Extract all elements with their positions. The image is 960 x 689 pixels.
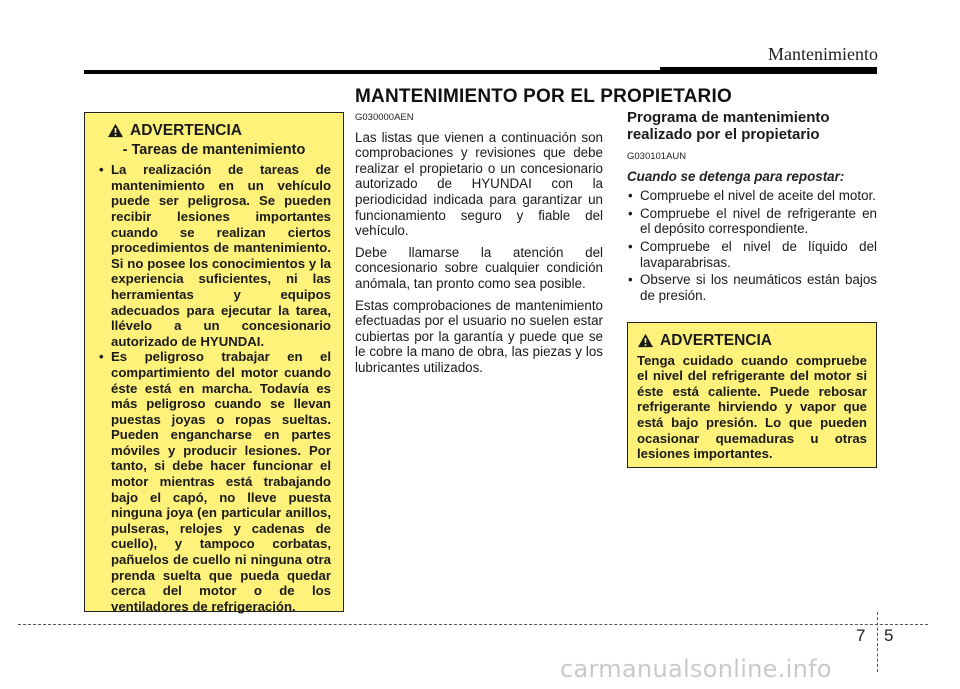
- warning-item: • La realización de tareas de mantenimiento en un vehículo puede ser peligrosa. Se pueden recibir lesiones importantes cuando se realizan ciertos procedimientos de mantenimiento. Si no posee los conocimientos y la experiencia suficientes, ni las herramientas y equipos adecuados para ejecutar la tarea, llévelo a un concesionario autorizado de HYUNDAI.: [97, 162, 331, 349]
- list-item: • Compruebe el nivel de aceite del motor.: [627, 188, 877, 204]
- subsection-heading: Programa de mantenimiento realizado por el propietario: [627, 109, 830, 143]
- italic-heading: Cuando se detenga para repostar:: [627, 168, 845, 184]
- warning-box-coolant: [627, 322, 877, 468]
- warning-header: [107, 123, 331, 139]
- warning-triangle-icon: [637, 333, 654, 348]
- header-rule-accent: [660, 67, 877, 74]
- list-item: • Compruebe el nivel de refrigerante en el depósito correspondiente.: [627, 206, 877, 237]
- warning-subtitle: - Tareas de mantenimiento: [122, 141, 306, 158]
- middle-column: [355, 110, 603, 382]
- warning-triangle-icon: [107, 123, 124, 138]
- warning-item: • Es peligroso trabajar en el compartimiento del motor cuando éste está en marcha. Todavía es más peligroso cuando se llevan puestas joyas o ropas sueltas. Pueden engancharse en partes móviles y producir lesiones. Por tanto, si debe hacer funcionar el motor mientras está trabajando bajo el capó, no lleve puesta ninguna joya (en particular anillos, pulseras, relojes y cadenas de cuello), y tampoco corbatas, pañuelos de cuello ni ninguna otra prenda suelta que pueda quedar cerca del motor o de los ventiladores de refrigeración.: [97, 349, 331, 614]
- warning-list: [97, 162, 331, 614]
- running-header: Mantenimiento: [768, 44, 878, 64]
- page-number: 5: [884, 626, 894, 645]
- watermark: carmanualsonline.info: [560, 655, 832, 683]
- doc-code: G030000AEN: [355, 112, 414, 123]
- list-item: • Observe si los neumáticos están bajos de presión.: [627, 272, 877, 303]
- warning-box-maintenance: [84, 112, 344, 612]
- footer-rule: [18, 624, 928, 625]
- warning-header: [637, 333, 867, 349]
- paragraph: Estas comprobaciones de mantenimiento efectuadas por el usuario no suelen estar cubiertas por la garantía y puede que se le cobre la mano de obra, las piezas y los lubricantes utilizados.: [355, 297, 603, 375]
- right-column: [627, 110, 877, 305]
- warning-title: ADVERTENCIA: [660, 332, 772, 349]
- footer-separator: [877, 612, 878, 672]
- chapter-number: 7: [856, 626, 866, 645]
- check-list: [627, 188, 877, 303]
- section-title: MANTENIMIENTO POR EL PROPIETARIO: [355, 86, 732, 107]
- warning-text: Tenga cuidado cuando compruebe el nivel del refrigerante del motor si éste está caliente. Puede rebosar refrigerante hirviendo y vapor que está bajo presión. Lo que pueden ocasionar quemaduras u otras lesiones importantes.: [637, 352, 867, 462]
- doc-code: G030101AUN: [627, 151, 687, 162]
- list-item: • Compruebe el nivel de líquido del lavaparabrisas.: [627, 239, 877, 270]
- paragraph: Las listas que vienen a continuación son comprobaciones y revisiones que debe realizar el propietario o un concesionario autorizado de HYUNDAI con la periodicidad indicada para garantizar un funcionamiento seguro y fiable del vehículo.: [355, 129, 603, 239]
- warning-title: ADVERTENCIA: [130, 122, 242, 139]
- paragraph: Debe llamarse la atención del concesionario sobre cualquier condición anómala, tan pronto como sea posible.: [355, 244, 603, 291]
